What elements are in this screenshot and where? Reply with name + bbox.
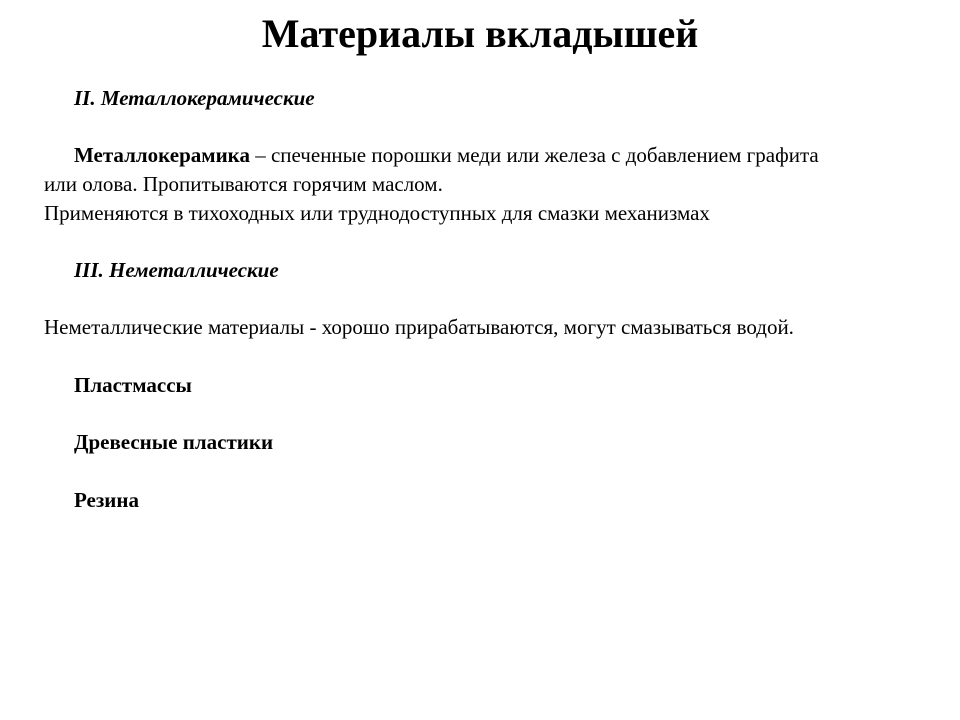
section-heading-metal-ceramic: II. Металлокерамические [74,86,315,110]
list-item-plastics: Пластмассы [74,373,192,397]
slide-title: Материалы вкладышей [261,11,699,56]
list-item-wood-plastics: Древесные пластики [74,430,274,454]
term-metal-ceramic: Металлокерамика [74,143,250,167]
section-heading-nonmetallic: III. Неметаллические [74,258,279,282]
application-line: Применяются в тихоходных или труднодоступных для смазки механизмах [44,201,710,225]
definition-line-1 [74,141,819,169]
list-item-rubber: Резина [74,488,140,512]
nonmetallic-description: Неметаллические материалы - хорошо прирабатываются, могут смазываться водой. [44,315,794,339]
definition-text: – спеченные порошки меди или железа с добавлением графита [249,143,819,167]
definition-line-2: или олова. Пропитываются горячим маслом. [44,172,443,196]
